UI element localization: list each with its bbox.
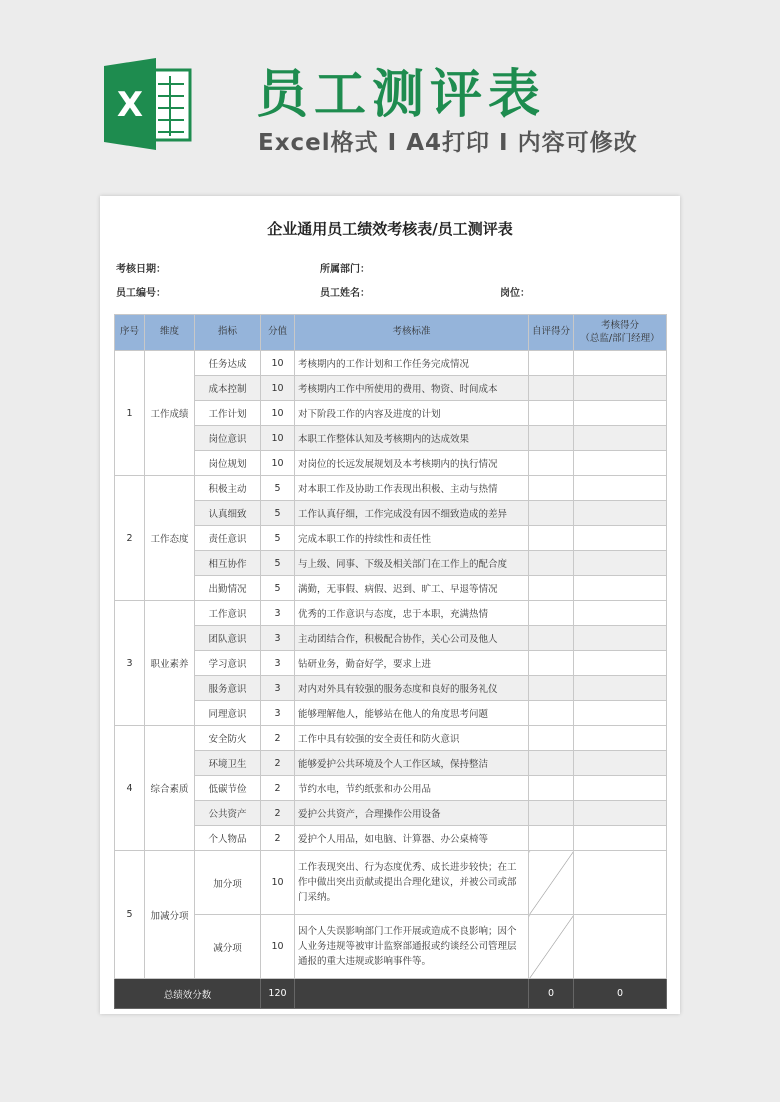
standard-cell: 主动团结合作，积极配合协作，关心公司及他人 <box>295 626 529 651</box>
table-row <box>115 915 667 979</box>
header-score: 分值 <box>261 315 295 351</box>
table-row <box>115 801 667 826</box>
self-score-cell[interactable] <box>529 576 574 601</box>
table-row <box>115 651 667 676</box>
standard-cell: 满勤，无事假、病假、迟到、旷工、早退等情况 <box>295 576 529 601</box>
standard-cell: 能够爱护公共环境及个人工作区域，保持整洁 <box>295 751 529 776</box>
evaluation-table <box>114 314 667 1009</box>
assess-score-cell[interactable] <box>574 915 667 979</box>
table-row <box>115 726 667 751</box>
standard-cell: 考核期内工作中所使用的费用、物资、时间成本 <box>295 376 529 401</box>
table-row <box>115 601 667 626</box>
dept-label: 所属部门： <box>320 264 370 275</box>
assess-score-cell[interactable] <box>574 651 667 676</box>
indicator-cell: 积极主动 <box>195 476 261 501</box>
group-dimension: 综合素质 <box>145 726 195 851</box>
self-score-cell[interactable] <box>529 451 574 476</box>
assess-score-cell[interactable] <box>574 501 667 526</box>
header-assess-sub: （总监/部门经理） <box>580 332 660 344</box>
standard-cell: 优秀的工作意识与态度，忠于本职，充满热情 <box>295 601 529 626</box>
table-row <box>115 526 667 551</box>
indicator-cell: 服务意识 <box>195 676 261 701</box>
score-cell: 3 <box>261 676 295 701</box>
score-cell: 5 <box>261 476 295 501</box>
indicator-cell: 认真细致 <box>195 501 261 526</box>
indicator-cell: 工作计划 <box>195 401 261 426</box>
score-cell: 5 <box>261 576 295 601</box>
self-score-cell[interactable] <box>529 401 574 426</box>
standard-cell: 工作表现突出、行为态度优秀、成长进步较快；在工作中做出突出贡献或提出合理化建议，并被公司或部门采纳。 <box>295 851 529 915</box>
assess-score-cell[interactable] <box>574 426 667 451</box>
score-cell: 2 <box>261 801 295 826</box>
header-no: 序号 <box>115 315 145 351</box>
standard-cell: 钻研业务，勤奋好学，要求上进 <box>295 651 529 676</box>
self-score-cell[interactable] <box>529 501 574 526</box>
standard-cell: 爱护公共资产，合理操作公用设备 <box>295 801 529 826</box>
self-score-cell[interactable] <box>529 676 574 701</box>
self-score-cell[interactable] <box>529 776 574 801</box>
table-row <box>115 826 667 851</box>
standard-cell: 工作认真仔细，工作完成没有因不细致造成的差异 <box>295 501 529 526</box>
score-cell: 2 <box>261 776 295 801</box>
date-label: 考核日期： <box>116 264 166 275</box>
assess-score-cell[interactable] <box>574 526 667 551</box>
indicator-cell: 工作意识 <box>195 601 261 626</box>
indicator-cell: 加分项 <box>195 851 261 915</box>
group-dimension: 职业素养 <box>145 601 195 726</box>
score-cell: 10 <box>261 376 295 401</box>
employee-id-label: 员工编号： <box>116 288 166 299</box>
assess-score-cell[interactable] <box>574 451 667 476</box>
indicator-cell: 同理意识 <box>195 701 261 726</box>
table-row <box>115 551 667 576</box>
logo-letter: X <box>116 85 144 125</box>
self-score-cell[interactable] <box>529 626 574 651</box>
sheet-title: 企业通用员工绩效考核表/员工测评表 <box>267 220 513 238</box>
standard-cell: 与上级、同事、下级及相关部门在工作上的配合度 <box>295 551 529 576</box>
total-score: 120 <box>261 979 295 1009</box>
self-score-cell[interactable] <box>529 551 574 576</box>
indicator-cell: 团队意识 <box>195 626 261 651</box>
assess-score-cell[interactable] <box>574 801 667 826</box>
total-row <box>115 979 667 1009</box>
indicator-cell: 成本控制 <box>195 376 261 401</box>
assess-score-cell[interactable] <box>574 376 667 401</box>
table-row <box>115 676 667 701</box>
group-number: 3 <box>115 601 145 726</box>
indicator-cell: 相互协作 <box>195 551 261 576</box>
score-cell: 10 <box>261 851 295 915</box>
group-number: 4 <box>115 726 145 851</box>
indicator-cell: 岗位规划 <box>195 451 261 476</box>
standard-cell: 对下阶段工作的内容及进度的计划 <box>295 401 529 426</box>
standard-cell: 能够理解他人，能够站在他人的角度思考问题 <box>295 701 529 726</box>
indicator-cell: 岗位意识 <box>195 426 261 451</box>
table-row <box>115 426 667 451</box>
standard-cell: 对岗位的长远发展规划及本考核期内的执行情况 <box>295 451 529 476</box>
table-row <box>115 451 667 476</box>
assess-score-cell[interactable] <box>574 476 667 501</box>
group-dimension: 工作态度 <box>145 476 195 601</box>
assess-score-cell[interactable] <box>574 726 667 751</box>
self-score-cell[interactable] <box>529 351 574 376</box>
table-row <box>115 351 667 376</box>
score-cell: 10 <box>261 451 295 476</box>
assess-score-cell[interactable] <box>574 851 667 915</box>
score-cell: 5 <box>261 526 295 551</box>
standard-cell: 对内对外具有较强的服务态度和良好的服务礼仪 <box>295 676 529 701</box>
total-standard-empty <box>295 979 529 1009</box>
employee-name-label: 员工姓名： <box>320 288 370 299</box>
score-cell: 3 <box>261 601 295 626</box>
score-cell: 3 <box>261 626 295 651</box>
assess-score-cell[interactable] <box>574 701 667 726</box>
self-score-cell[interactable] <box>529 426 574 451</box>
table-row <box>115 626 667 651</box>
score-cell: 10 <box>261 915 295 979</box>
standard-cell: 本职工作整体认知及考核期内的达成效果 <box>295 426 529 451</box>
assess-score-cell[interactable] <box>574 351 667 376</box>
self-score-cell[interactable] <box>529 701 574 726</box>
self-score-cell[interactable] <box>529 751 574 776</box>
header-standard: 考核标准 <box>295 315 529 351</box>
score-cell: 10 <box>261 401 295 426</box>
score-cell: 10 <box>261 426 295 451</box>
table-row <box>115 701 667 726</box>
header-assess-score <box>574 315 667 351</box>
assess-score-cell[interactable] <box>574 676 667 701</box>
self-score-cell[interactable] <box>529 826 574 851</box>
standard-cell: 因个人失误影响部门工作开展或造成不良影响；因个人业务违规等被审计监察部通报或约谈经公司管理层通报的重大违规或影响事件等。 <box>295 915 529 979</box>
self-score-cell[interactable] <box>529 801 574 826</box>
self-score-cell[interactable] <box>529 915 574 979</box>
table-header-row <box>115 315 667 351</box>
self-score-cell[interactable] <box>529 376 574 401</box>
table-row <box>115 576 667 601</box>
standard-cell: 爱护个人用品，如电脑、计算器、办公桌椅等 <box>295 826 529 851</box>
indicator-cell: 责任意识 <box>195 526 261 551</box>
assess-score-cell[interactable] <box>574 826 667 851</box>
assess-score-cell[interactable] <box>574 401 667 426</box>
table-row <box>115 751 667 776</box>
score-cell: 2 <box>261 751 295 776</box>
indicator-cell: 减分项 <box>195 915 261 979</box>
total-assess-score[interactable]: 0 <box>574 979 667 1009</box>
post-label: 岗位： <box>500 288 530 299</box>
standard-cell: 对本职工作及协助工作表现出积极、主动与热情 <box>295 476 529 501</box>
standard-cell: 完成本职工作的持续性和责任性 <box>295 526 529 551</box>
assess-score-cell[interactable] <box>574 776 667 801</box>
page-subtitle: Excel格式 I A4打印 I 内容可修改 <box>258 130 638 156</box>
header-assess-label: 考核得分 <box>600 319 639 331</box>
indicator-cell: 任务达成 <box>195 351 261 376</box>
standard-cell: 工作中具有较强的安全责任和防火意识 <box>295 726 529 751</box>
self-score-cell[interactable] <box>529 526 574 551</box>
indicator-cell: 安全防火 <box>195 726 261 751</box>
score-cell: 2 <box>261 726 295 751</box>
excel-logo-icon <box>100 56 196 152</box>
table-row <box>115 851 667 915</box>
group-number: 5 <box>115 851 145 979</box>
header-indicator: 指标 <box>195 315 261 351</box>
evaluation-sheet <box>100 196 680 1014</box>
indicator-cell: 出勤情况 <box>195 576 261 601</box>
score-cell: 3 <box>261 701 295 726</box>
assess-score-cell[interactable] <box>574 601 667 626</box>
assess-score-cell[interactable] <box>574 551 667 576</box>
standard-cell: 考核期内的工作计划和工作任务完成情况 <box>295 351 529 376</box>
table-row <box>115 501 667 526</box>
table-row <box>115 401 667 426</box>
indicator-cell: 公共资产 <box>195 801 261 826</box>
table-row <box>115 476 667 501</box>
group-number: 2 <box>115 476 145 601</box>
indicator-cell: 环境卫生 <box>195 751 261 776</box>
standard-cell: 节约水电，节约纸张和办公用品 <box>295 776 529 801</box>
self-score-cell[interactable] <box>529 476 574 501</box>
group-dimension: 加减分项 <box>145 851 195 979</box>
assess-score-cell[interactable] <box>574 576 667 601</box>
indicator-cell: 个人物品 <box>195 826 261 851</box>
score-cell: 3 <box>261 651 295 676</box>
self-score-cell[interactable] <box>529 601 574 626</box>
table-row <box>115 776 667 801</box>
score-cell: 2 <box>261 826 295 851</box>
indicator-cell: 低碳节俭 <box>195 776 261 801</box>
self-score-cell[interactable] <box>529 651 574 676</box>
indicator-cell: 学习意识 <box>195 651 261 676</box>
self-score-cell[interactable] <box>529 726 574 751</box>
score-cell: 10 <box>261 351 295 376</box>
self-score-cell[interactable] <box>529 851 574 915</box>
group-dimension: 工作成绩 <box>145 351 195 476</box>
header-dimension: 维度 <box>145 315 195 351</box>
header-self-score: 自评得分 <box>529 315 574 351</box>
score-cell: 5 <box>261 501 295 526</box>
total-label: 总绩效分数 <box>115 979 261 1009</box>
table-row <box>115 376 667 401</box>
total-self-score[interactable]: 0 <box>529 979 574 1009</box>
page-title: 员工测评表 <box>256 65 547 125</box>
score-cell: 5 <box>261 551 295 576</box>
assess-score-cell[interactable] <box>574 751 667 776</box>
assess-score-cell[interactable] <box>574 626 667 651</box>
group-number: 1 <box>115 351 145 476</box>
